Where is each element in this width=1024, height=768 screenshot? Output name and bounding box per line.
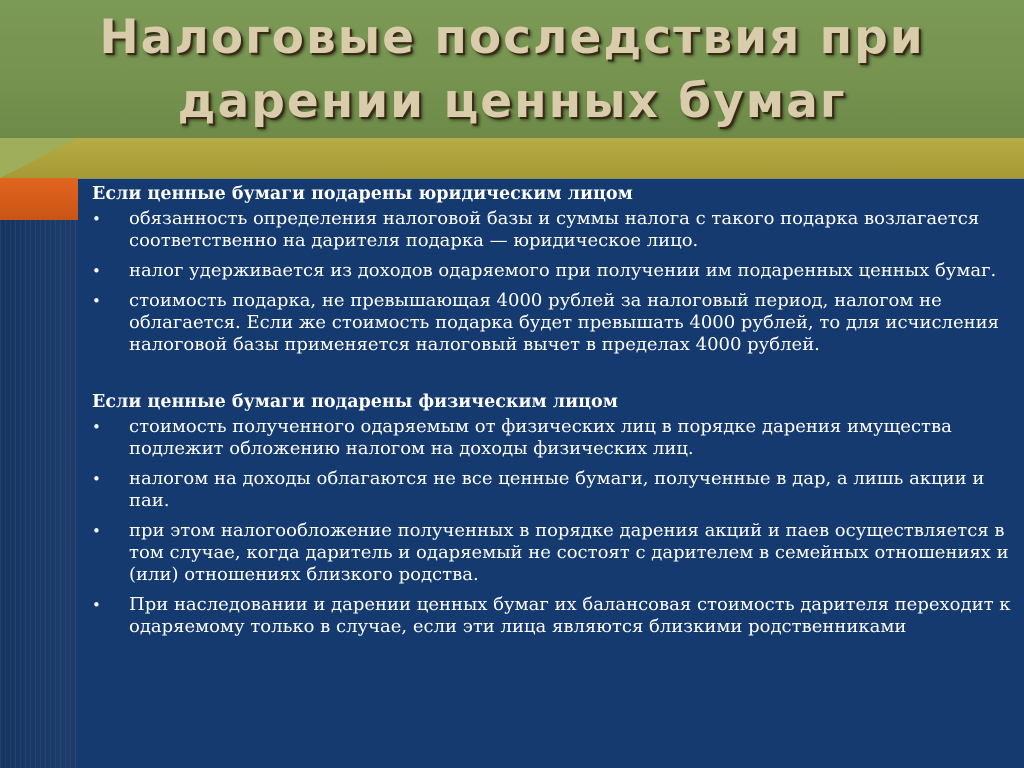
bullet-item [92,594,1012,638]
orange-accent-tab [0,178,78,220]
section1-heading: Если ценные бумаги подарены юридическим лицом [92,184,633,204]
slide-title-line2: дарении ценных бумаг [177,74,847,129]
bullet-text: стоимость полученного одаряемым от физических лиц в порядке дарения имущества подлежит обложению налогом на доходы физических лиц. [129,416,952,459]
bullet-text: налог удерживается из доходов одаряемого при получении им подаренных ценных бумаг. [129,260,997,281]
decorative-triangle [0,138,78,178]
bullet-icon: • [92,470,101,488]
bullet-item [92,520,1012,586]
bullet-text: при этом налогообложение полученных в порядке дарения акций и паев осуществляется в том случае, когда даритель и одаряемый не состоят с дарителем в семейных отношениях и (или) отношениях близкого родства. [129,520,1009,585]
gold-band [0,138,1024,178]
bullet-item [92,416,1012,460]
bullet-item [92,208,1012,252]
bullet-text: стоимость подарка, не превышающая 4000 рублей за налоговый период, налогом не облагается. Если же стоимость подарка будет превышать 4000 рублей, то для исчисления налоговой базы применяется налоговый вычет в пределах 4000 рублей. [129,290,999,355]
bullet-text: налогом на доходы облагаются не все ценные бумаги, полученные в дар, а лишь акции и паи. [129,468,985,511]
bullet-text: При наследовании и дарении ценных бумаг их балансовая стоимость дарителя переходит к одаряемому только в случае, если эти лица являются близкими родственниками [129,594,1011,637]
bullet-item [92,260,1012,282]
slide-body [92,180,1012,646]
bullet-icon: • [92,262,101,280]
slide-title [0,6,1024,134]
bullet-icon: • [92,210,101,228]
bullet-icon: • [92,522,101,540]
bullet-icon: • [92,292,101,310]
bullet-icon: • [92,596,101,614]
bullet-icon: • [92,418,101,436]
bullet-item [92,468,1012,512]
section2-heading: Если ценные бумаги подарены физическим лицом [92,392,618,412]
divider-line [78,178,1024,179]
slide-title-line1: Налоговые последствия при [99,10,925,65]
bullet-item [92,290,1012,356]
section1-bullets [92,208,1012,356]
left-stripes [0,178,78,768]
bullet-text: обязанность определения налоговой базы и суммы налога с такого подарка возлагается соответственно на дарителя подарка — юридическое лицо. [129,208,980,251]
section2-bullets [92,416,1012,638]
title-header [0,0,1024,140]
